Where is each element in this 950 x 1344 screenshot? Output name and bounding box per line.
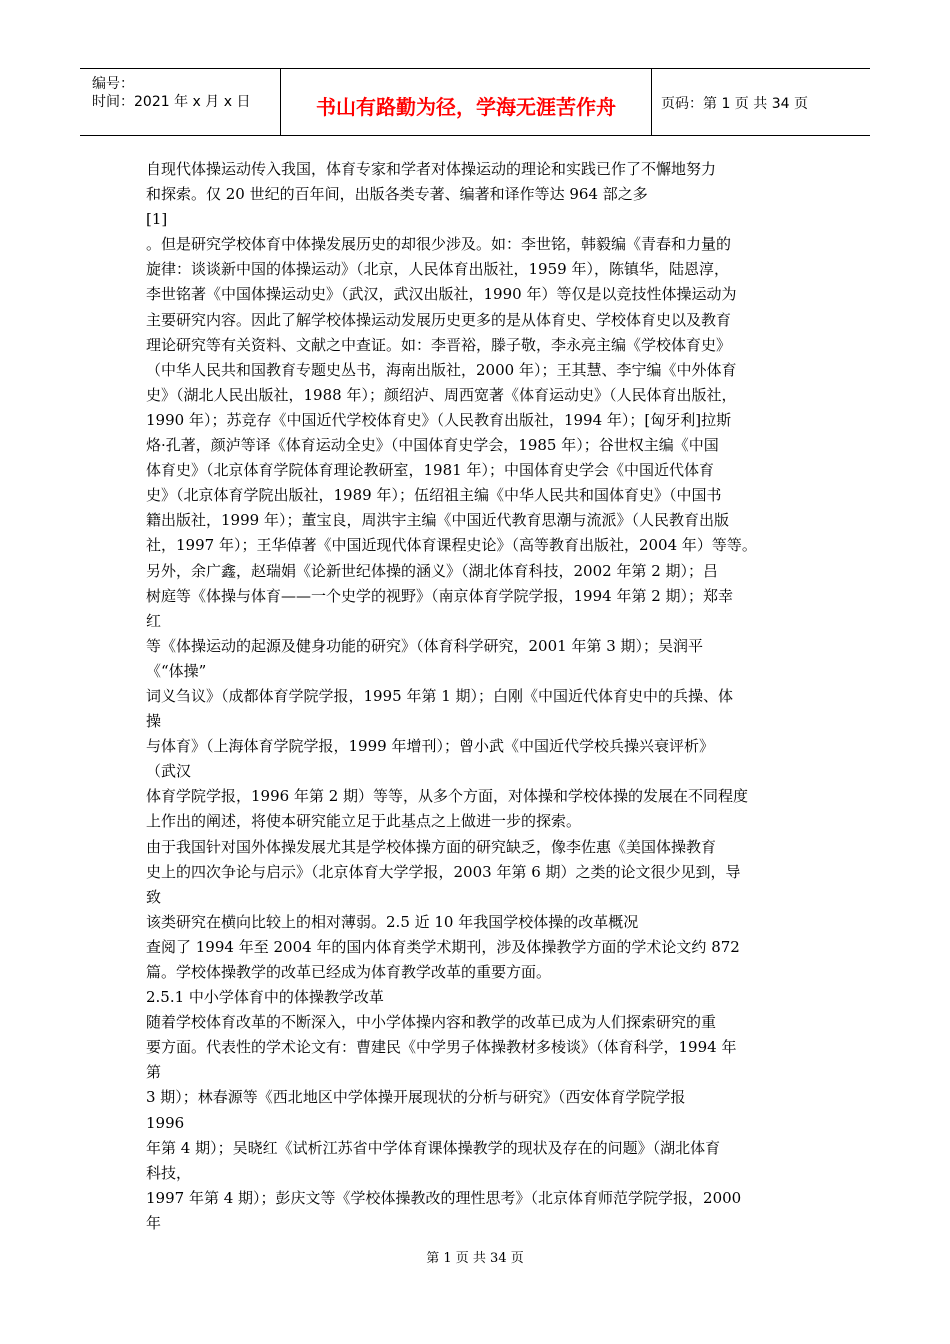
- header-info-cell: [80, 69, 280, 135]
- text-line: 社，1997 年）；王华倬著《中国近现代体育课程史论》（高等教育出版社，2004 年）等等。: [146, 536, 757, 555]
- text-line: 年: [146, 1213, 162, 1232]
- document-body: [146, 157, 826, 1236]
- text-line: 史》（湖北人民出版社，1988 年）；颜绍泸、周西宽著《体育运动史》（人民体育出版社，: [146, 385, 737, 404]
- text-line: 理论研究等有关资料、文献之中查证。如：李晋裕，滕子敬，李永亮主编《学校体育史》: [146, 335, 732, 354]
- header-table: [80, 68, 870, 136]
- page-info-cell: [651, 69, 870, 135]
- text-line: 上作出的阐述，将使本研究能立足于此基点之上做进一步的探索。: [146, 812, 582, 831]
- text-line: 《“体操”: [146, 661, 207, 680]
- text-line: 。但是研究学校体育中体操发展历史的却很少涉及。如：李世铭，韩毅编《青春和力量的: [146, 235, 732, 254]
- text-line: 由于我国针对国外体操发展尤其是学校体操方面的研究缺乏，像李佐惠《美国体操教育: [146, 837, 717, 856]
- text-line: 另外，余广鑫，赵瑞娟《论新世纪体操的涵义》（湖北体育科技，2002 年第 2 期）；吕: [146, 561, 719, 580]
- number-label: 编号：: [92, 76, 134, 92]
- text-line: 篇。学校体操教学的改革已经成为体育教学改革的重要方面。: [146, 963, 552, 981]
- motto-text: 书山有路勤为径，学海无涯苦作舟: [316, 95, 616, 119]
- text-line: 树庭等《体操与体育——一个史学的视野》（南京体育学院学报，1994 年第 2 期）；郑幸: [146, 586, 734, 605]
- text-line: 3 期）；林春源等《西北地区中学体操开展现状的分析与研究》（西安体育学院学报: [146, 1088, 686, 1107]
- text-line: 李世铭著《中国体操运动史》（武汉，武汉出版社，1990 年）等仅是以竞技性体操运动为: [146, 285, 737, 304]
- text-line: 科技，: [146, 1163, 192, 1182]
- text-line: 与体育》（上海体育学院学报，1999 年增刊）；曾小武《中国近代学校兵操兴衰评析》: [146, 737, 714, 756]
- text-line: （武汉: [146, 762, 192, 781]
- text-line: （中华人民共和国教育专题史丛书，海南出版社，2000 年）；王其慧、李宁编《中外体育: [146, 360, 737, 379]
- text-line: 词义刍议》（成都体育学院学报，1995 年第 1 期）；白刚《中国近代体育史中的兵操、体: [146, 686, 734, 705]
- text-line: 史》（北京体育学院出版社，1989 年）；伍绍祖主编《中华人民共和国体育史》（中国书: [146, 486, 722, 505]
- text-line: 体育学院学报，1996 年第 2 期）等等，从多个方面，对体操和学校体操的发展在不同程度: [146, 787, 749, 806]
- text-line: 自现代体操运动传入我国，体育专家和学者对体操运动的理论和实践已作了不懈地努力: [146, 160, 717, 178]
- text-line: 体育史》（北京体育学院体育理论教研室，1981 年）；中国体育史学会《中国近代体育: [146, 461, 714, 480]
- text-line: 主要研究内容。因此了解学校体操运动发展历史更多的是从体育史、学校体育史以及教育: [146, 310, 732, 329]
- text-line: 史上的四次争论与启示》（北京体育大学学报，2003 年第 6 期）之类的论文很少见到，导: [146, 862, 741, 881]
- date-label: 时间：2021 年 x 月 x 日: [92, 94, 251, 110]
- text-line: 1990 年）；苏竞存《中国近代学校体育史》（人民教育出版社，1994 年）；[匈牙利]拉斯: [146, 410, 732, 429]
- text-line: 等《体操运动的起源及健身功能的研究》（体育科学研究，2001 年第 3 期）；吴润平: [146, 636, 704, 655]
- text-line: 1997 年第 4 期）；彭庆文等《学校体操教改的理性思考》（北京体育师范学院学报，2000: [146, 1188, 742, 1207]
- motto-cell: [280, 69, 652, 135]
- text-line: 2.5.1 中小学体育中的体操教学改革: [146, 988, 384, 1007]
- text-line: 年第 4 期）；吴晓红《试析江苏省中学体育课体操教学的现状及存在的问题》（湖北体育: [146, 1138, 721, 1157]
- text-line: 致: [146, 887, 162, 906]
- text-line: 烙·孔著，颜泸等译《体育运动全史》（中国体育史学会，1985 年）；谷世权主编《中国: [146, 436, 719, 455]
- text-line: 旋律：谈谈新中国的体操运动》（北京，人民体育出版社，1959 年），陈镇华，陆恩淳，: [146, 260, 729, 279]
- text-line: 红: [146, 611, 162, 630]
- text-line: 籍出版社，1999 年）；董宝良，周洪宇主编《中国近代教育思潮与流派》（人民教育出版: [146, 511, 729, 530]
- text-line: 要方面。代表性的学术论文有：曹建民《中学男子体操教材多棱谈》（体育科学，1994 年: [146, 1038, 737, 1057]
- text-line: 查阅了 1994 年至 2004 年的国内体育类学术期刊，涉及体操教学方面的学术论文约 872: [146, 937, 740, 956]
- text-line: 操: [146, 712, 162, 731]
- text-line: 1996: [146, 1113, 185, 1132]
- page-info: 页码：第 1 页 共 34 页: [661, 96, 808, 112]
- text-line: 和探索。仅 20 世纪的百年间，出版各类专著、编著和译作等达 964 部之多: [146, 185, 648, 204]
- text-line: [1]: [146, 210, 168, 229]
- text-line: 第: [146, 1063, 162, 1082]
- text-line: 随着学校体育改革的不断深入，中小学体操内容和教学的改革已成为人们探索研究的重: [146, 1013, 717, 1032]
- page-footer: 第 1 页 共 34 页: [426, 1251, 524, 1266]
- text-line: 该类研究在横向比较上的相对薄弱。2.5 近 10 年我国学校体操的改革概况: [146, 912, 639, 931]
